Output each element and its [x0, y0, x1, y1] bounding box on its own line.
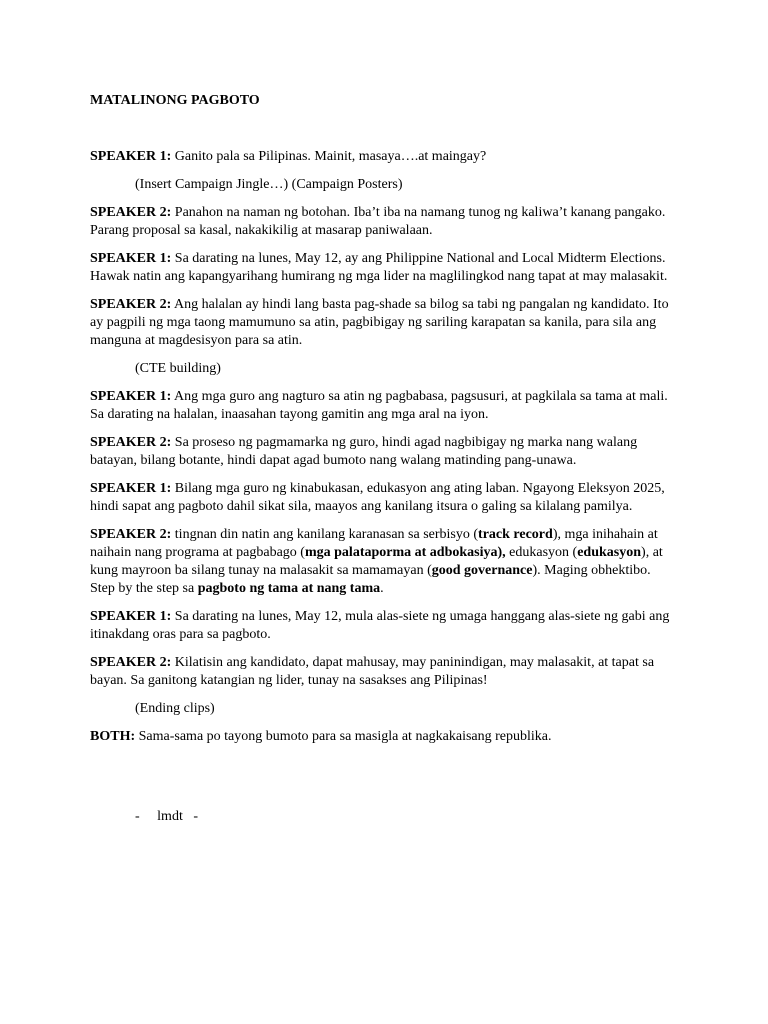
- dialogue-line: [90, 526, 678, 598]
- dialogue-text: tingnan din natin ang kanilang karanasan sa serbisyo (: [174, 527, 479, 542]
- dialogue-text: Sa darating na lunes, May 12, ay ang Philippine National and Local Midterm Elections. Hawak natin ang kapangyarihang humirang ng mga lider na maglilingkod nang tapat at may malasakit.: [90, 251, 668, 284]
- dialogue-text: ), mga inihahain at naihain nang programa at pagbabago (: [90, 527, 658, 560]
- speaker-label: SPEAKER 1:: [90, 389, 172, 404]
- emphasis-text: edukasyon: [577, 545, 642, 560]
- dialogue-text: Sama-sama po tayong bumoto para sa masigla at nagkakaisang republika.: [138, 729, 552, 744]
- speaker-label: SPEAKER 1:: [90, 609, 172, 624]
- speaker-label: SPEAKER 1:: [90, 149, 172, 164]
- speaker-label: SPEAKER 2:: [90, 205, 172, 220]
- dialogue-line: [90, 608, 678, 644]
- dialogue-line: [90, 480, 678, 516]
- dialogue-text: ). Maging obhektibo. Step by the step sa: [90, 563, 651, 596]
- author-signature: - lmdt -: [135, 809, 198, 824]
- dialogue-text: Ang halalan ay hindi lang basta pag-shade sa bilog sa tabi ng pangalan ng kandidato. Ito ay pagpili ng mga taong mamumuno sa atin, pagbibigay ng sariling karapatan sa kanila, para sila ang manguna at magdesisyon para sa atin.: [90, 297, 669, 348]
- dialogue-text: Bilang mga guro ng kinabukasan, edukasyon ang ating laban. Ngayong Eleksyon 2025, hindi sapat ang pagboto dahil sikat sila, maayos ang kanilang itsura o galing sa kilalang pamilya.: [90, 481, 665, 514]
- document-title: MATALINONG PAGBOTO: [90, 93, 260, 108]
- stage-direction: (Ending clips): [135, 701, 215, 716]
- dialogue-line: [90, 434, 678, 470]
- dialogue-text: Kilatisin ang kandidato, dapat mahusay, may paninindigan, may malasakit, at tapat sa bayan. Sa ganitong katangian ng lider, tunay na sasakses ang Pilipinas!: [90, 655, 655, 688]
- speaker-label: SPEAKER 2:: [90, 297, 172, 312]
- speaker-label: SPEAKER 2:: [90, 527, 172, 542]
- stage-direction: (CTE building): [135, 361, 221, 376]
- emphasis-text: track record: [478, 527, 553, 542]
- dialogue-line: [90, 654, 678, 690]
- dialogue-text: Sa proseso ng pagmamarka ng guro, hindi agad nagbibigay ng marka nang walang batayan, bilang botante, hindi dapat agad bumoto nang walang matinding pang-unawa.: [90, 435, 638, 468]
- dialogue-line: [90, 204, 678, 240]
- stage-direction: (Insert Campaign Jingle…) (Campaign Posters): [135, 177, 403, 192]
- dialogue-text: edukasyon (: [505, 545, 578, 560]
- dialogue-line: [90, 296, 678, 350]
- dialogue-text: Sa darating na lunes, May 12, mula alas-siete ng umaga hanggang alas-siete ng gabi ang itinakdang oras para sa pagboto.: [90, 609, 670, 642]
- emphasis-text: mga palataporma at adbokasiya),: [304, 545, 506, 560]
- dialogue-line: [90, 728, 678, 746]
- dialogue-text: Ang mga guro ang nagturo sa atin ng pagbabasa, pagsusuri, at pagkilala sa tama at mali. Sa darating na halalan, inaasahan tayong gamitin ang mga aral na iyon.: [90, 389, 668, 422]
- speaker-label: BOTH:: [90, 729, 136, 744]
- speaker-label: SPEAKER 1:: [90, 251, 172, 266]
- dialogue-text: .: [380, 581, 384, 596]
- dialogue-line: [90, 250, 678, 286]
- dialogue-text: ), at kung mayroon ba silang tunay na malasakit sa mamamayan (: [90, 545, 663, 578]
- speaker-label: SPEAKER 2:: [90, 655, 172, 670]
- emphasis-text: pagboto ng tama at nang tama: [197, 581, 381, 596]
- emphasis-text: good governance: [431, 563, 533, 578]
- dialogue-text: Panahon na naman ng botohan. Iba’t iba na namang tunog ng kaliwa’t kanang pangako. Parang proposal sa kasal, nakakikilig at masarap paniwalaan.: [90, 205, 666, 238]
- dialogue-line: [90, 148, 678, 166]
- dialogue-line: [90, 388, 678, 424]
- speaker-label: SPEAKER 2:: [90, 435, 172, 450]
- speaker-label: SPEAKER 1:: [90, 481, 172, 496]
- dialogue-text: Ganito pala sa Pilipinas. Mainit, masaya….at maingay?: [174, 149, 487, 164]
